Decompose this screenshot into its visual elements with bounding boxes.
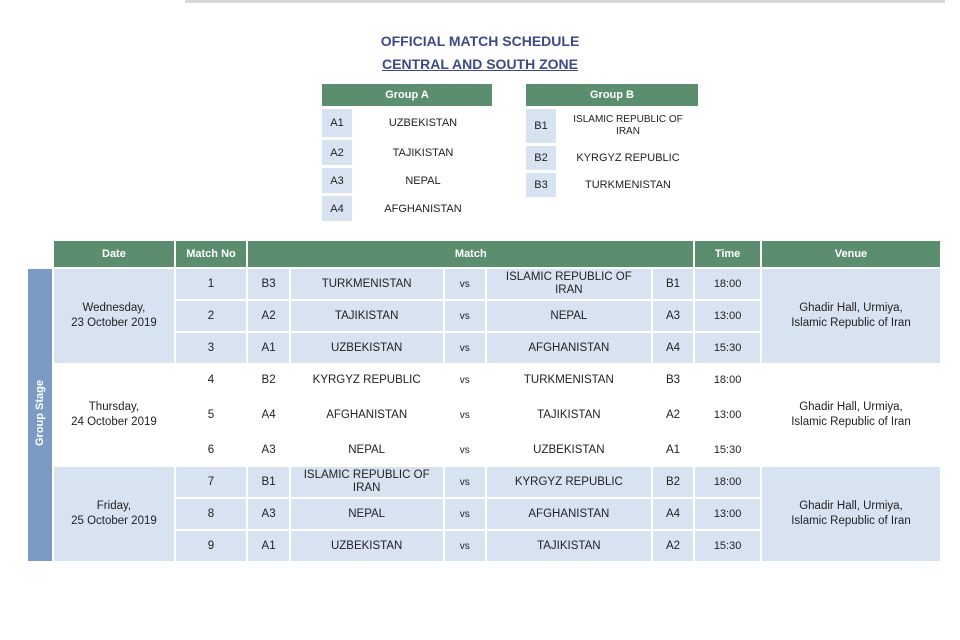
group-b-header: Group B xyxy=(526,84,698,106)
vs-label: vs xyxy=(445,269,485,301)
vs-label: vs xyxy=(445,301,485,333)
away-code: B2 xyxy=(653,467,693,499)
group-b-row xyxy=(526,109,698,143)
away-team: ISLAMIC REPUBLIC OF IRAN xyxy=(487,269,651,301)
team-code: B2 xyxy=(526,146,556,170)
team-name: TAJIKISTAN xyxy=(354,140,492,165)
page-title xyxy=(0,33,960,73)
vs-label: vs xyxy=(445,435,485,467)
vs-label: vs xyxy=(445,531,485,563)
match-number: 8 xyxy=(176,499,247,531)
away-code: A4 xyxy=(653,499,693,531)
title-line-2: CENTRAL AND SOUTH ZONE xyxy=(382,56,578,72)
match-time: 15:30 xyxy=(695,333,760,365)
away-team: TAJIKISTAN xyxy=(487,531,651,563)
date-header: Date xyxy=(54,241,173,269)
stage-label: Group Stage xyxy=(33,379,46,446)
away-team: TURKMENISTAN xyxy=(487,365,651,397)
match-date: Wednesday, 23 October 2019 xyxy=(54,269,173,365)
group-a-row xyxy=(322,109,492,137)
match-header: Match xyxy=(248,241,693,269)
home-team: TURKMENISTAN xyxy=(291,269,443,301)
home-team: TAJIKISTAN xyxy=(291,301,443,333)
home-code: A1 xyxy=(248,333,288,365)
team-code: A1 xyxy=(322,109,352,137)
home-team: KYRGYZ REPUBLIC xyxy=(291,365,443,397)
team-code: B1 xyxy=(526,109,556,143)
match-time: 18:00 xyxy=(695,467,760,499)
home-code: B2 xyxy=(248,365,288,397)
match-no-header: Match No xyxy=(176,241,247,269)
match-number: 5 xyxy=(176,397,247,435)
group-a-header: Group A xyxy=(322,84,492,106)
team-code: A4 xyxy=(322,196,352,221)
stage-header-blank xyxy=(28,241,52,269)
vs-label: vs xyxy=(445,499,485,531)
home-team: ISLAMIC REPUBLIC OF IRAN xyxy=(291,467,443,499)
match-time: 15:30 xyxy=(695,531,760,563)
match-number: 7 xyxy=(176,467,247,499)
match-number: 9 xyxy=(176,531,247,563)
group-b-row xyxy=(526,173,698,197)
away-team: KYRGYZ REPUBLIC xyxy=(487,467,651,499)
away-team: NEPAL xyxy=(487,301,651,333)
match-time: 13:00 xyxy=(695,499,760,531)
away-code: B1 xyxy=(653,269,693,301)
match-time: 15:30 xyxy=(695,435,760,467)
vs-label: vs xyxy=(445,397,485,435)
team-name: TURKMENISTAN xyxy=(558,173,698,197)
match-venue: Ghadir Hall, Urmiya, Islamic Republic of Iran xyxy=(762,365,940,467)
away-team: AFGHANISTAN xyxy=(487,333,651,365)
team-name: NEPAL xyxy=(354,168,492,193)
away-team: UZBEKISTAN xyxy=(487,435,651,467)
match-row xyxy=(28,269,940,301)
home-code: B1 xyxy=(248,467,288,499)
away-code: A2 xyxy=(653,531,693,563)
group-b-table xyxy=(526,84,698,197)
group-a-row xyxy=(322,140,492,165)
home-code: A3 xyxy=(248,435,288,467)
match-time: 13:00 xyxy=(695,397,760,435)
home-code: A2 xyxy=(248,301,288,333)
home-code: A4 xyxy=(248,397,288,435)
away-code: B3 xyxy=(653,365,693,397)
team-name: AFGHANISTAN xyxy=(354,196,492,221)
match-number: 4 xyxy=(176,365,247,397)
away-code: A4 xyxy=(653,333,693,365)
match-time: 18:00 xyxy=(695,269,760,301)
match-number: 6 xyxy=(176,435,247,467)
match-time: 13:00 xyxy=(695,301,760,333)
team-name: UZBEKISTAN xyxy=(354,109,492,137)
away-code: A3 xyxy=(653,301,693,333)
stage-label-cell xyxy=(28,269,52,563)
home-team: NEPAL xyxy=(291,435,443,467)
team-name: KYRGYZ REPUBLIC xyxy=(558,146,698,170)
match-number: 2 xyxy=(176,301,247,333)
match-venue: Ghadir Hall, Urmiya, Islamic Republic of Iran xyxy=(762,269,940,365)
away-code: A1 xyxy=(653,435,693,467)
team-code: B3 xyxy=(526,173,556,197)
away-team: TAJIKISTAN xyxy=(487,397,651,435)
top-divider xyxy=(185,0,945,3)
match-date: Thursday, 24 October 2019 xyxy=(54,365,173,467)
home-team: UZBEKISTAN xyxy=(291,333,443,365)
home-team: UZBEKISTAN xyxy=(291,531,443,563)
venue-header: Venue xyxy=(762,241,940,269)
home-code: A3 xyxy=(248,499,288,531)
vs-label: vs xyxy=(445,333,485,365)
title-line-1: OFFICIAL MATCH SCHEDULE xyxy=(380,33,580,49)
match-venue: Ghadir Hall, Urmiya, Islamic Republic of Iran xyxy=(762,467,940,563)
home-code: B3 xyxy=(248,269,288,301)
time-header: Time xyxy=(695,241,760,269)
team-name: ISLAMIC REPUBLIC OF IRAN xyxy=(558,109,698,143)
match-row xyxy=(28,467,940,499)
team-code: A2 xyxy=(322,140,352,165)
home-team: AFGHANISTAN xyxy=(291,397,443,435)
group-a-row xyxy=(322,168,492,193)
group-a-table xyxy=(322,84,492,221)
group-b-row xyxy=(526,146,698,170)
table-header-row xyxy=(28,241,940,269)
match-number: 3 xyxy=(176,333,247,365)
away-team: AFGHANISTAN xyxy=(487,499,651,531)
match-date: Friday, 25 October 2019 xyxy=(54,467,173,563)
home-code: A1 xyxy=(248,531,288,563)
home-team: NEPAL xyxy=(291,499,443,531)
away-code: A2 xyxy=(653,397,693,435)
vs-label: vs xyxy=(445,467,485,499)
match-time: 18:00 xyxy=(695,365,760,397)
match-schedule-table xyxy=(26,241,942,563)
match-row xyxy=(28,365,940,397)
team-code: A3 xyxy=(322,168,352,193)
vs-label: vs xyxy=(445,365,485,397)
group-a-row xyxy=(322,196,492,221)
match-number: 1 xyxy=(176,269,247,301)
